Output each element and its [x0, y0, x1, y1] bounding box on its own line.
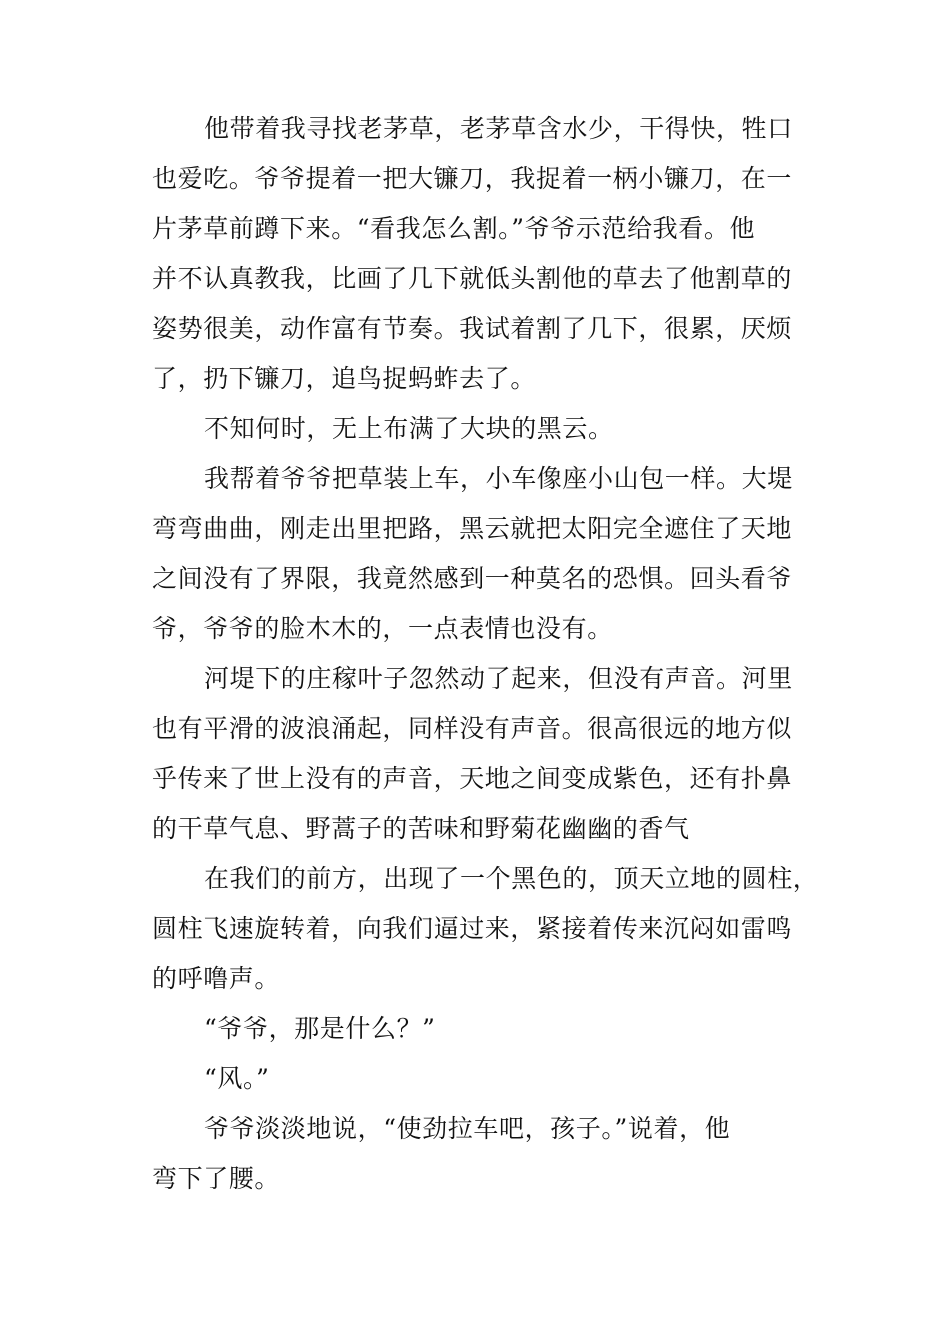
text-line: 不知何时，无上布满了大块的黑云。 [204, 414, 614, 443]
text-line: 姿势很美，动作富有节奏。我试着割了几下，很累，厌烦 [152, 314, 793, 343]
text-line: 他带着我寻找老茅草，老茅草含水少，干得快，牲口 [204, 114, 793, 143]
text-line: 也有平滑的波浪涌起，同样没有声音。很高很远的地方似 [152, 714, 793, 743]
text-line: 弯下了腰。 [152, 1164, 281, 1193]
text-line: 我帮着爷爷把草装上车，小车像座小山包一样。大堤 [204, 464, 793, 493]
text-line: 之间没有了界限，我竟然感到一种莫名的恐惧。回头看爷 [152, 564, 793, 593]
text-line: 的呼噜声。 [152, 964, 281, 993]
text-line: 在我们的前方，出现了一个黑色的，顶天立地的圆柱， [204, 864, 819, 893]
text-line: 河堤下的庄稼叶子忽然动了起来，但没有声音。河里 [204, 664, 793, 693]
text-line: 片茅草前蹲下来。“看我怎么割。”爷爷示范给我看。他 [152, 214, 756, 243]
text-line: 爷爷淡淡地说，“使劲拉车吧，孩子。”说着，他 [204, 1114, 731, 1143]
text-line: 弯弯曲曲，刚走出里把路，黑云就把太阳完全遮住了天地 [152, 514, 793, 543]
text-line: 的干草气息、野蒿子的苦味和野菊花幽幽的香气 [152, 814, 690, 843]
text-line: 了，扔下镰刀，追鸟捉蚂蚱去了。 [152, 364, 537, 393]
text-line: 也爱吃。爷爷提着一把大镰刀，我捉着一柄小镰刀，在一 [152, 164, 793, 193]
text-line: “风。” [204, 1064, 270, 1093]
text-line: “爷爷，那是什么？” [204, 1014, 436, 1043]
text-line: 圆柱飞速旋转着，向我们逼过来，紧接着传来沉闷如雷鸣 [152, 914, 793, 943]
text-line: 爷，爷爷的脸木木的，一点表情也没有。 [152, 614, 613, 643]
text-line: 乎传来了世上没有的声音，天地之间变成紫色，还有扑鼻 [152, 764, 793, 793]
text-line: 并不认真教我，比画了几下就低头割他的草去了他割草的 [152, 264, 793, 293]
